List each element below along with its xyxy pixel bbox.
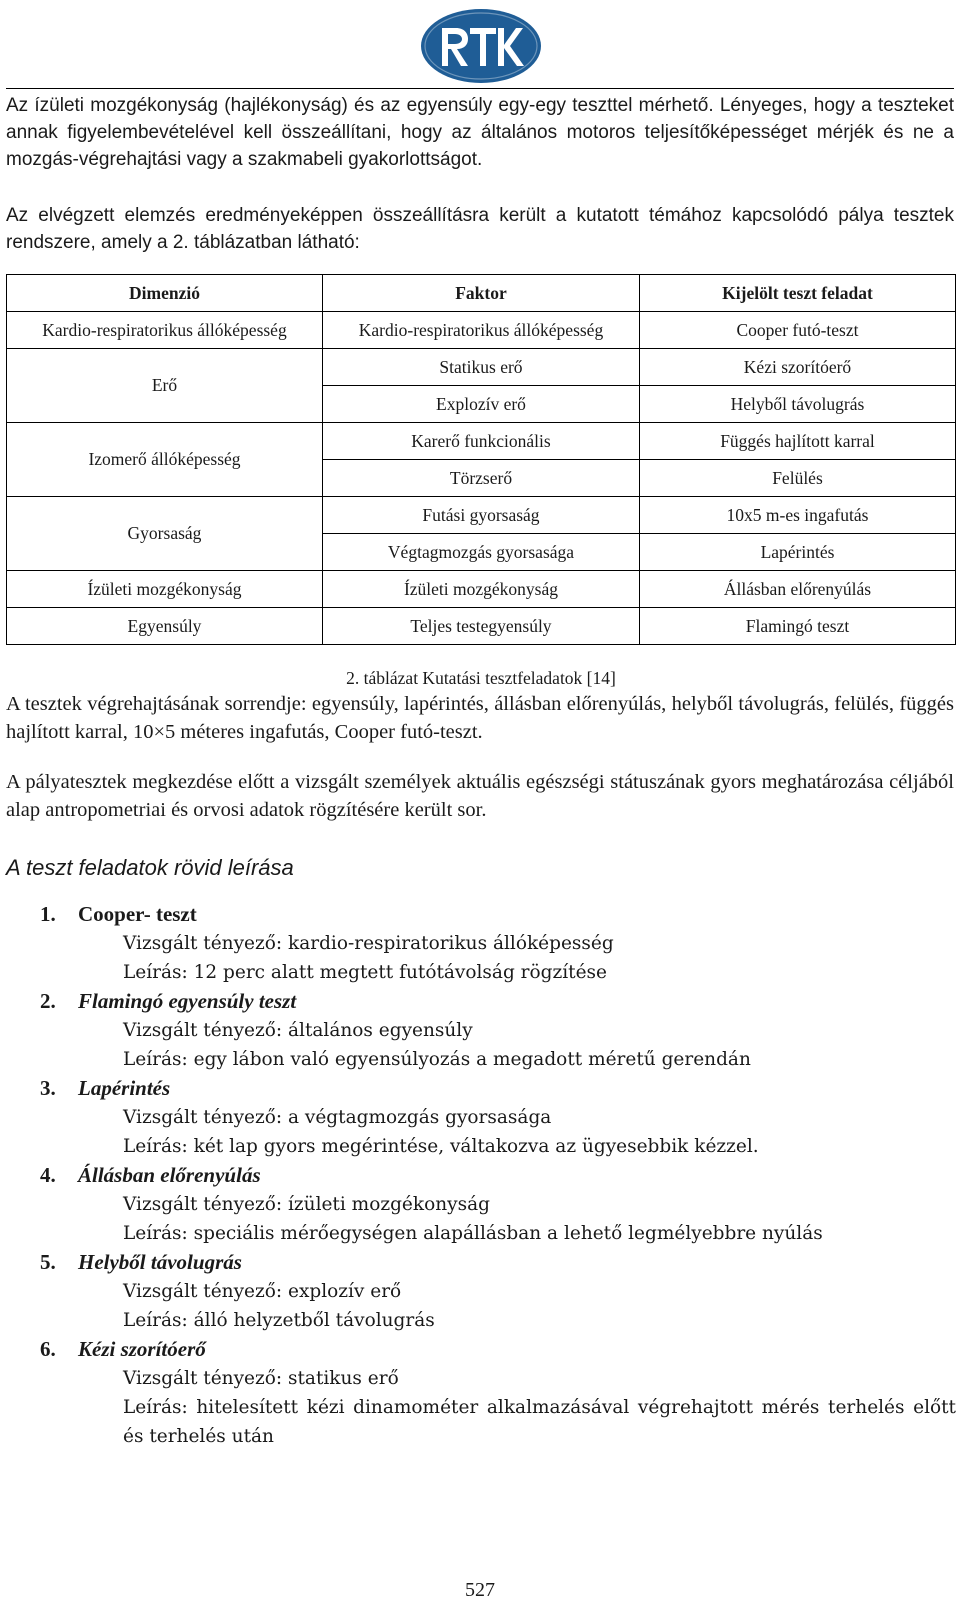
test-cell: Cooper futó-teszt bbox=[639, 312, 955, 349]
table-caption: 2. táblázat Kutatási tesztfeladatok [14] bbox=[346, 668, 616, 688]
item-title: Állásban előrenyúlás bbox=[78, 1163, 261, 1187]
dimension-cell: Egyensúly bbox=[7, 608, 323, 645]
factor-cell: Futási gyorsaság bbox=[322, 497, 639, 534]
list-item bbox=[0, 1074, 960, 1161]
factor-cell: Explozív erő bbox=[322, 386, 639, 423]
factor-cell: Végtagmozgás gyorsasága bbox=[322, 534, 639, 571]
item-description: Leírás: két lap gyors megérintése, váltakozva az ügyesebbik kézzel. bbox=[123, 1136, 759, 1157]
test-cell: Állásban előrenyúlás bbox=[639, 571, 955, 608]
test-cell: 10x5 m-es ingafutás bbox=[639, 497, 955, 534]
item-title: Cooper- teszt bbox=[78, 902, 197, 926]
item-description: Leírás: álló helyzetből távolugrás bbox=[123, 1310, 435, 1331]
factor-cell: Statikus erő bbox=[322, 349, 639, 386]
page-number: 527 bbox=[465, 1579, 495, 1601]
test-cell: Függés hajlított karral bbox=[639, 423, 955, 460]
item-title: Flamingó egyensúly teszt bbox=[78, 989, 297, 1013]
factor-cell: Karerő funkcionális bbox=[322, 423, 639, 460]
test-cell: Felülés bbox=[639, 460, 955, 497]
list-item bbox=[0, 1161, 960, 1248]
page-header bbox=[0, 0, 960, 90]
item-description: Leírás: egy lábon való egyensúlyozás a megadott méretű gerendán bbox=[123, 1049, 751, 1070]
status-paragraph: A pályatesztek megkezdése előtt a vizsgált személyek aktuális egészségi státuszának gyors meghatározása céljából alap antropometriai és orvosi adatok rögzítésére került sor. bbox=[6, 771, 954, 821]
intro-paragraph-1: Az ízületi mozgékonyság (hajlékonyság) és az egyensúly egy-egy teszttel mérhető. Lényeges, hogy a teszteket annak figyelembevételével kell összeállítani, hogy az általános motoros teljesítőképességet mérjék és ne a mozgás-végrehajtási vagy a szakmabeli gyakorlottságot. bbox=[6, 95, 954, 170]
list-item bbox=[0, 1335, 960, 1451]
item-number: 6. bbox=[40, 1337, 56, 1361]
test-cell: Flamingó teszt bbox=[639, 608, 955, 645]
table-row bbox=[7, 423, 956, 460]
dimension-cell: Erő bbox=[7, 349, 323, 423]
item-title: Helyből távolugrás bbox=[78, 1250, 242, 1274]
table-row bbox=[7, 571, 956, 608]
item-number: 4. bbox=[40, 1163, 56, 1187]
table-header-row bbox=[7, 275, 956, 312]
factor-cell: Törzserő bbox=[322, 460, 639, 497]
dimension-cell: Izomerő állóképesség bbox=[7, 423, 323, 497]
item-factor: Vizsgált tényező: kardio-respiratorikus állóképesség bbox=[123, 933, 614, 954]
list-item bbox=[0, 987, 960, 1074]
dimension-cell: Ízületi mozgékonyság bbox=[7, 571, 323, 608]
item-factor: Vizsgált tényező: explozív erő bbox=[123, 1281, 402, 1302]
item-description: Leírás: speciális mérőegységen alapállásban a lehető legmélyebbre nyúlás bbox=[123, 1223, 823, 1244]
item-number: 3. bbox=[40, 1076, 56, 1100]
item-factor: Vizsgált tényező: a végtagmozgás gyorsasága bbox=[123, 1107, 552, 1128]
item-number: 5. bbox=[40, 1250, 56, 1274]
list-item bbox=[0, 900, 960, 987]
table-row bbox=[7, 349, 956, 386]
test-cell: Lapérintés bbox=[639, 534, 955, 571]
rtk-logo bbox=[420, 8, 542, 84]
factor-cell: Teljes testegyensúly bbox=[322, 608, 639, 645]
section-heading: A teszt feladatok rövid leírása bbox=[6, 855, 294, 880]
item-title: Kézi szorítóerő bbox=[78, 1337, 206, 1361]
item-description: Leírás: hitelesített kézi dinamométer alkalmazásával végrehajtott mérés terhelés előtt és terhelés után bbox=[123, 1397, 956, 1447]
test-cell: Kézi szorítóerő bbox=[639, 349, 955, 386]
item-number: 1. bbox=[40, 902, 56, 926]
item-number: 2. bbox=[40, 989, 56, 1013]
dimension-cell: Kardio-respiratorikus állóképesség bbox=[7, 312, 323, 349]
table-row bbox=[7, 497, 956, 534]
column-header: Faktor bbox=[322, 275, 639, 312]
column-header: Kijelölt teszt feladat bbox=[639, 275, 955, 312]
list-item bbox=[0, 1248, 960, 1335]
tests-table bbox=[6, 274, 956, 645]
column-header: Dimenzió bbox=[7, 275, 323, 312]
factor-cell: Kardio-respiratorikus állóképesség bbox=[322, 312, 639, 349]
factor-cell: Ízületi mozgékonyság bbox=[322, 571, 639, 608]
test-cell: Helyből távolugrás bbox=[639, 386, 955, 423]
item-title: Lapérintés bbox=[78, 1076, 171, 1100]
item-factor: Vizsgált tényező: általános egyensúly bbox=[123, 1020, 473, 1041]
item-factor: Vizsgált tényező: statikus erő bbox=[123, 1368, 399, 1389]
table-row bbox=[7, 312, 956, 349]
dimension-cell: Gyorsaság bbox=[7, 497, 323, 571]
table-row bbox=[7, 608, 956, 645]
item-factor: Vizsgált tényező: ízületi mozgékonyság bbox=[123, 1194, 490, 1215]
intro-paragraph-2: Az elvégzett elemzés eredményeképpen összeállításra került a kutatott témához kapcsolódó pálya tesztek rendszere, amely a 2. táblázatban látható: bbox=[6, 205, 954, 253]
header-divider bbox=[6, 88, 954, 89]
item-description: Leírás: 12 perc alatt megtett futótávolság rögzítése bbox=[123, 962, 607, 983]
test-descriptions-list bbox=[0, 900, 960, 1451]
order-paragraph: A tesztek végrehajtásának sorrendje: egyensúly, lapérintés, állásban előrenyúlás, helyből távolugrás, felülés, függés hajlított karral, 10×5 méteres ingafutás, Cooper futó-teszt. bbox=[6, 693, 954, 743]
